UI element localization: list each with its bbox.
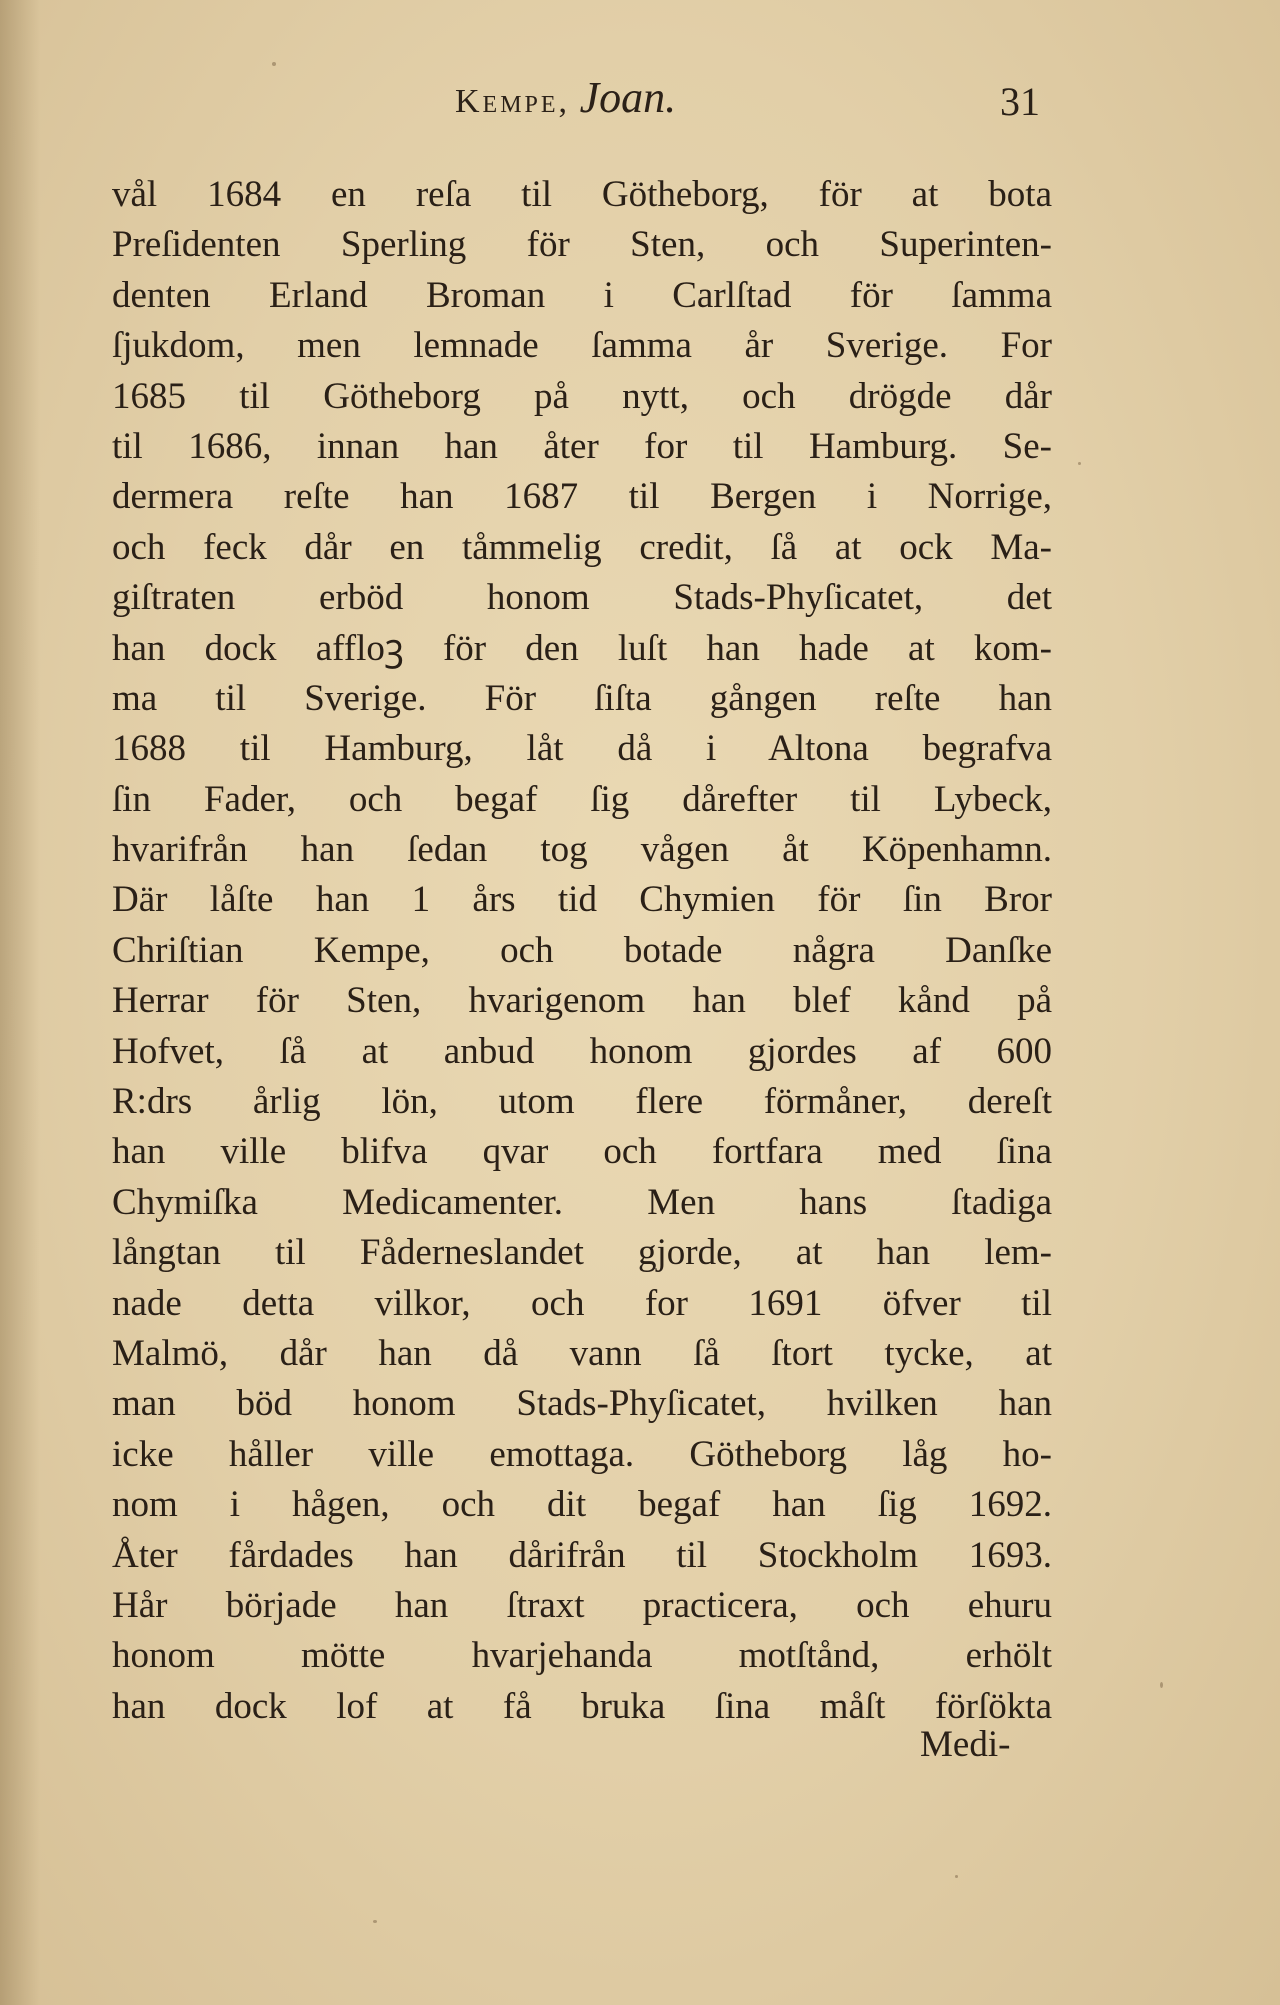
running-head: [455, 72, 676, 123]
text-line: denten Erland Broman i Carlſtad för ſamma: [112, 274, 1052, 316]
text-line: nade detta vilkor, och for 1691 öfver til: [112, 1282, 1052, 1324]
paper-speck: [1160, 1682, 1163, 1688]
paper-speck: [1078, 462, 1081, 465]
text-line: och feck dår en tåmmelig credit, ſå at ock Ma-: [112, 526, 1052, 568]
text-line: Åter fårdades han dårifrån til Stockholm 1693.: [112, 1534, 1052, 1576]
text-line: han ville blifva qvar och fortfara med ſina: [112, 1131, 1052, 1173]
text-line: ma til Sverige. För ſiſta gången reſte han: [112, 677, 1052, 719]
text-line: Där låſte han 1 års tid Chymien för ſin Bror: [112, 879, 1052, 921]
page-header: [0, 64, 1280, 134]
text-line: Preſidenten Sperling för Sten, och Superinten-: [112, 224, 1052, 266]
text-line: ſjukdom, men lemnade ſamma år Sverige. For: [112, 325, 1052, 367]
text-line: Chymiſka Medicamenter. Men hans ſtadiga: [112, 1181, 1052, 1223]
catchword: Medi-: [920, 1724, 1011, 1765]
paper-speck: [955, 1875, 958, 1878]
text-line: han dock affloꝫ för den luſt han hade at kom-: [112, 627, 1052, 669]
text-line: giſtraten erböd honom Stads-Phyſicatet, det: [112, 577, 1052, 619]
text-line: ſin Fader, och begaf ſig dårefter til Lybeck,: [112, 778, 1052, 820]
text-line: Chriſtian Kempe, och botade några Danſke: [112, 929, 1052, 971]
text-line: til 1686, innan han åter for til Hamburg. Se-: [112, 425, 1052, 467]
text-line: man böd honom Stads-Phyſicatet, hvilken han: [112, 1383, 1052, 1425]
paper-speck: [272, 62, 276, 66]
text-line: långtan til Fåderneslandet gjorde, at han lem-: [112, 1232, 1052, 1274]
text-line: 1685 til Götheborg på nytt, och drögde dår: [112, 375, 1052, 417]
text-line: Hofvet, ſå at anbud honom gjordes af 600: [112, 1030, 1052, 1072]
text-line: honom mötte hvarjehanda motſtånd, erhölt: [112, 1635, 1052, 1677]
paper-speck: [373, 1920, 377, 1923]
running-head-surname: Kempe,: [455, 83, 571, 120]
text-line: Malmö, dår han då vann ſå ſtort tycke, at: [112, 1332, 1052, 1374]
text-line: icke håller ville emottaga. Götheborg låg ho-: [112, 1433, 1052, 1475]
text-line: han dock lof at få bruka ſina måſt förſökta: [112, 1685, 1052, 1727]
text-line: Herrar för Sten, hvarigenom han blef kånd på: [112, 980, 1052, 1022]
text-line: 1688 til Hamburg, låt då i Altona begrafva: [112, 728, 1052, 770]
text-line: R:drs årlig lön, utom flere förmåner, dereſt: [112, 1081, 1052, 1123]
text-line: hvarifrån han ſedan tog vågen åt Köpenhamn.: [112, 829, 1052, 871]
running-head-given-name: Joan.: [579, 73, 677, 122]
text-line: vål 1684 en reſa til Götheborg, för at bota: [112, 174, 1052, 215]
text-line: Hår började han ſtraxt practicera, och ehuru: [112, 1584, 1052, 1626]
page-number: 31: [1000, 79, 1040, 124]
body-text: [112, 170, 1052, 1732]
text-line: dermera reſte han 1687 til Bergen i Norrige,: [112, 476, 1052, 518]
text-line: nom i hågen, och dit begaf han ſig 1692.: [112, 1484, 1052, 1526]
